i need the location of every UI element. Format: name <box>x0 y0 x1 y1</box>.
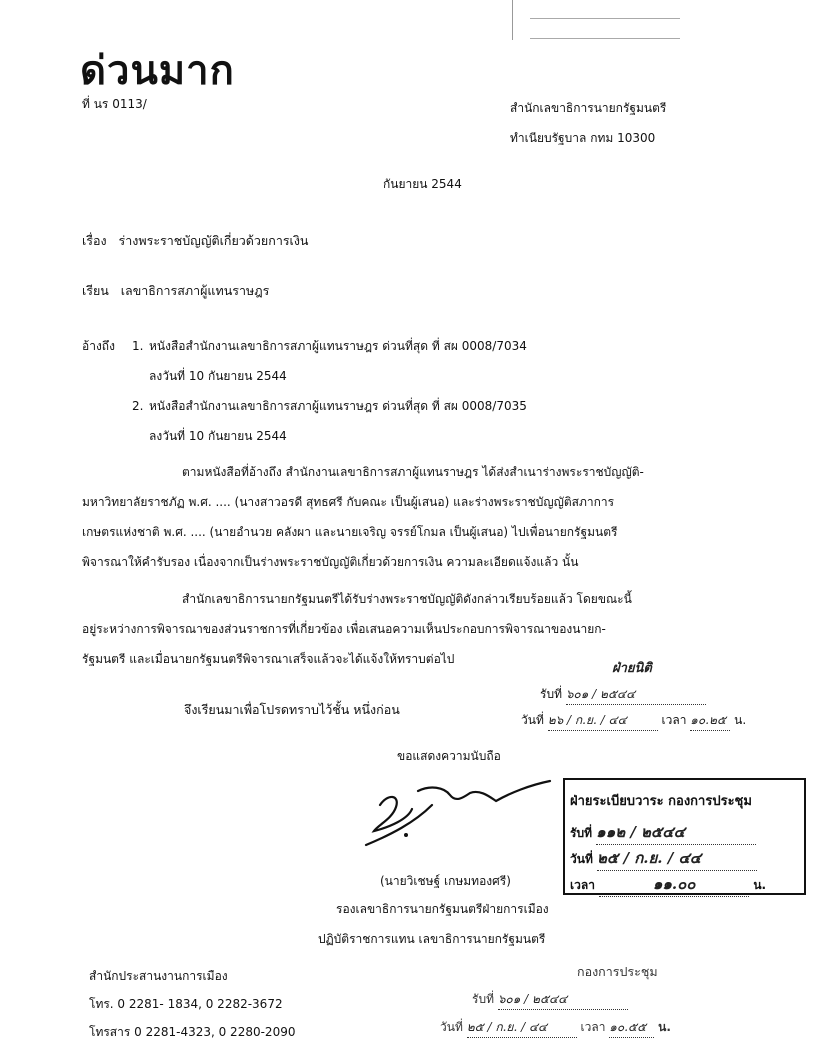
office-block <box>510 93 666 153</box>
body-line: ตามหนังสือที่อ้างถึง สำนักงานเลขาธิการสภาผู้แทนราษฎร ได้ส่งสำเนาร่างพระราชบัญญัติ- <box>182 465 644 479</box>
stamp-time-label: เวลา <box>661 713 687 727</box>
stamp-time-value: ๑๑.๐๐ <box>599 872 749 897</box>
closing-line: จึงเรียนมาเพื่อโปรดทราบไว้ชั้น หนึ่งก่อน <box>184 702 400 717</box>
document-number: ที่ นร 0113/ <box>82 97 147 111</box>
stamp-received-value: ๖๐๑ / ๒๕๔๔ <box>566 685 706 705</box>
subject-text: ร่างพระราชบัญญัติเกี่ยวด้วยการเงิน <box>118 233 309 248</box>
reference-date: ลงวันที่ 10 กันยายน 2544 <box>149 429 287 443</box>
stamp-time-unit: น. <box>753 878 767 892</box>
signer-title: รองเลขาธิการนายกรัฐมนตรีฝ่ายการเมือง <box>336 902 549 916</box>
reference-item <box>132 391 527 451</box>
footer-phone: โทร. 0 2281- 1834, 0 2282-3672 <box>89 997 283 1011</box>
stamp-date-value: ๒๕ / ก.ย. / ๔๔ <box>597 846 757 871</box>
stamp-received-value: ๖๐๑ / ๒๕๔๔ <box>498 990 628 1010</box>
urgency-heading: ด่วนมาก <box>80 48 235 94</box>
reference-date: ลงวันที่ 10 กันยายน 2544 <box>149 369 287 383</box>
stamp-time-unit: น. <box>734 713 747 727</box>
reference-number: 1. <box>132 339 144 353</box>
document-date: กันยายน 2544 <box>383 177 462 191</box>
reference-text: หนังสือสำนักงานเลขาธิการสภาผู้แทนราษฎร ด่วนที่สุด ที่ สผ 0008/7034 <box>149 339 527 353</box>
office-address: ทำเนียบรัฐบาล กทม 10300 <box>510 131 656 145</box>
body-line: เกษตรแห่งชาติ พ.ศ. .... (นายอำนวย คลังผา และนายเจริญ จรรย์โกมล เป็นผู้เสนอ) ไปเพื่อนายกรัฐมนตรี <box>82 525 618 539</box>
references-label: อ้างถึง <box>82 339 115 353</box>
stamp-time-unit: น. <box>658 1020 671 1034</box>
stamp-date-label: วันที่ <box>570 852 593 866</box>
recipient-line <box>82 281 269 301</box>
stamp-time-value: ๑๐.๕๕ <box>609 1018 654 1038</box>
stamp-date-label: วันที่ <box>521 713 544 727</box>
stamp-received-label: รับที่ <box>472 992 494 1006</box>
reference-number: 2. <box>132 399 144 413</box>
body-line: รัฐมนตรี และเมื่อนายกรัฐมนตรีพิจารณาเสร็จแล้วจะได้แจ้งให้ทราบต่อไป <box>82 652 455 666</box>
stamp-time-label: เวลา <box>580 1020 606 1034</box>
stamp-department: ฝ่ายนิติ <box>612 661 652 676</box>
signer-name: (นายวิเชษฐ์ เกษมทองศรี) <box>380 874 511 888</box>
reference-item <box>132 331 527 391</box>
scan-artifact <box>512 0 513 40</box>
scan-artifact <box>530 38 680 39</box>
reference-text: หนังสือสำนักงานเลขาธิการสภาผู้แทนราษฎร ด่วนที่สุด ที่ สผ 0008/7035 <box>149 399 527 413</box>
scan-artifact <box>530 18 680 19</box>
footer-fax: โทรสาร 0 2281-4323, 0 2280-2090 <box>89 1025 296 1039</box>
recipient-label: เรียน <box>82 283 109 298</box>
regards-line: ขอแสดงความนับถือ <box>397 749 501 763</box>
recipient-text: เลขาธิการสภาผู้แทนราษฎร <box>120 283 270 298</box>
subject-line <box>82 231 308 251</box>
subject-label: เรื่อง <box>82 233 107 248</box>
signature-scribble <box>360 775 560 855</box>
footer-unit: สำนักประสานงานการเมือง <box>89 969 228 983</box>
stamp-date-value: ๒๕ / ก.ย. / ๔๔ <box>467 1018 577 1038</box>
body-line: พิจารณาให้คำรับรอง เนื่องจากเป็นร่างพระราชบัญญัติเกี่ยวด้วยการเงิน ความละเอียดแจ้งแล้ว นั้น <box>82 555 579 569</box>
signer-acting-title: ปฏิบัติราชการแทน เลขาธิการนายกรัฐมนตรี <box>318 932 546 946</box>
stamp-received-label: รับที่ <box>540 687 562 701</box>
legal-receipt-stamp <box>515 657 765 743</box>
office-name: สำนักเลขาธิการนายกรัฐมนตรี <box>510 101 667 115</box>
stamp-time-label: เวลา <box>570 878 595 892</box>
stamp-time-value: ๑๐.๒๕ <box>690 711 730 731</box>
meeting-receipt-stamp <box>563 778 806 895</box>
stamp-received-label: รับที่ <box>570 826 592 840</box>
footer-contact <box>89 962 295 1046</box>
body-line: อยู่ระหว่างการพิจารณาของส่วนราชการที่เกี่ยวข้อง เพื่อเสนอความเห็นประกอบการพิจารณาของนายก- <box>82 622 606 636</box>
stamp-date-value: ๒๖ / ก.ย. / ๔๔ <box>548 711 658 731</box>
body-line: สำนักเลขาธิการนายกรัฐมนตรีได้รับร่างพระราชบัญญัติดังกล่าวเรียบร้อยแล้ว โดยขณะนี้ <box>182 592 632 606</box>
stamp-date-label: วันที่ <box>440 1020 463 1034</box>
body-line: มหาวิทยาลัยราชภัฏ พ.ศ. .... (นางสาวอรดี สุทธศรี กับคณะ เป็นผู้เสนอ) และร่างพระราชบัญญัติสภาการ <box>82 495 615 509</box>
stamp-title: ฝ่ายระเบียบวาระ กองการประชุม <box>570 794 752 809</box>
body-paragraph-1 <box>82 457 644 577</box>
stamp-received-value: ๑๑๒ / ๒๕๔๔ <box>596 820 756 845</box>
stamp-title: กองการประชุม <box>577 964 658 979</box>
meeting-receipt-stamp-2 <box>432 962 702 1057</box>
